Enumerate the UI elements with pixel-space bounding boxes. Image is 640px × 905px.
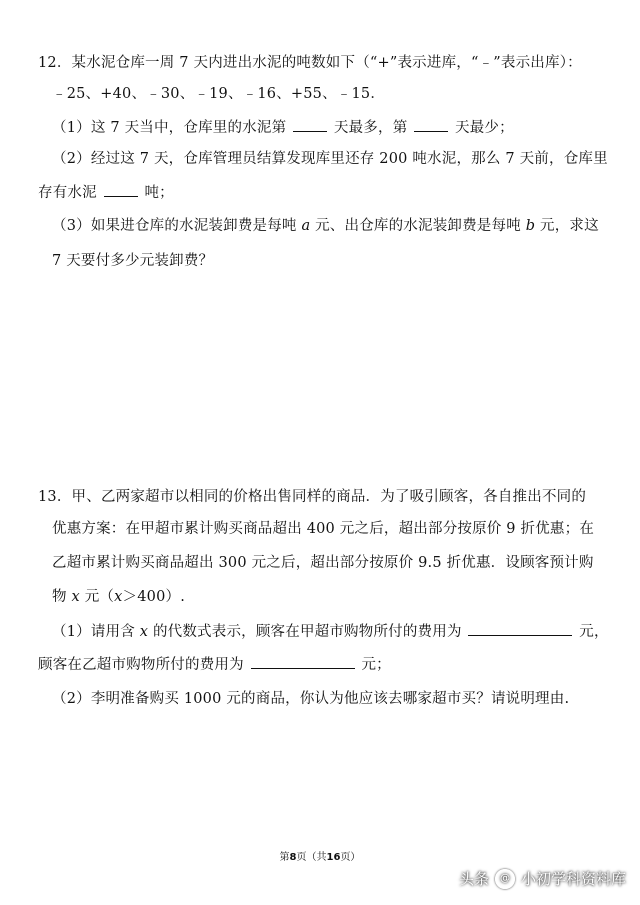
q13-part2	[52, 689, 569, 709]
q12-part3	[52, 216, 599, 236]
q12-part1-text-b: 天最多，第	[333, 120, 408, 136]
q13-stem-4b: 元（	[84, 589, 115, 605]
q12-part1-blank-2[interactable]	[414, 117, 448, 132]
q12-var-b: b	[525, 218, 536, 234]
page-footer	[0, 848, 640, 863]
q12-part1-blank-1[interactable]	[293, 117, 327, 132]
q12-part1-text-a: （1）这 7 天当中，仓库里的水泥第	[52, 120, 287, 136]
footer-prefix: 第	[279, 852, 290, 863]
q12-part2	[52, 149, 608, 169]
q12-part1	[52, 117, 514, 138]
q13-var-x-2: x	[114, 589, 123, 605]
q13-part1-text-c: 元，	[579, 624, 609, 640]
q13-part1-cont	[38, 654, 391, 675]
q12-part3-text-c: 元，求这	[540, 218, 599, 234]
q13-part1-text-e: 元；	[361, 657, 391, 673]
q13-part1-text-a: （1）请用含	[52, 624, 135, 640]
q13-stem-2: 优惠方案：在甲超市累计购买商品超出 400 元之后，超出部分按原价 9 折优惠；在	[52, 521, 595, 537]
q13-line-3	[52, 553, 594, 573]
q13-part2-text: （2）李明准备购买 1000 元的商品，你认为他应该去哪家超市买？请说明理由.	[52, 691, 570, 707]
q12-part2-text: （2）经过这 7 天，仓库管理员结算发现库里还存 200 吨水泥，那么 7 天前，仓库里	[52, 151, 608, 167]
q12-part2-blank[interactable]	[104, 182, 138, 197]
q12-part2-cont	[38, 182, 174, 203]
q13-line-1	[38, 487, 586, 507]
footer-page-number: 8	[289, 852, 297, 863]
q13-line-4	[52, 587, 185, 607]
watermark-brand: 头条	[458, 870, 489, 888]
footer-middle: 页（共	[296, 852, 327, 863]
q13-stem-3: 乙超市累计购买商品超出 300 元之后，超出部分按原价 9.5 折优惠．设顾客预计购	[52, 555, 594, 571]
watermark-account: 小初学科资料库	[520, 870, 626, 888]
q12-part3-text-b: 元、出仓库的水泥装卸费是每吨	[315, 218, 521, 234]
q12-stem: 12．某水泥仓库一周 7 天内进出水泥的吨数如下（“+”表示进库，“﹣”表示出库）：	[38, 55, 582, 71]
q13-part1-blank-1[interactable]	[468, 621, 572, 636]
q13-part1-blank-2[interactable]	[251, 654, 355, 669]
q13-part1	[52, 621, 609, 642]
q12-part3-text-d: 7 天要付多少元装卸费？	[52, 253, 214, 269]
q13-part1-text-d: 顾客在乙超市购物所付的费用为	[38, 657, 244, 673]
q12-part1-text-c: 天最少；	[455, 120, 514, 136]
q12-var-a: a	[301, 218, 311, 234]
q12-line-1	[38, 53, 582, 73]
footer-total-pages: 16	[326, 852, 341, 863]
q13-part1-var-x: x	[139, 624, 149, 640]
q13-stem-4c: ＞400）.	[122, 589, 186, 605]
q12-part3-text-a: （3）如果进仓库的水泥装卸费是每吨	[52, 218, 297, 234]
q12-line-2	[52, 84, 385, 104]
q13-stem-4a: 物	[52, 589, 67, 605]
q12-part2-text-c: 吨；	[144, 185, 174, 201]
footer-suffix: 页）	[340, 852, 361, 863]
q13-line-2	[52, 519, 594, 539]
q13-stem-1: 13．甲、乙两家超市以相同的价格出售同样的商品．为了吸引顾客，各自推出不同的	[38, 489, 587, 505]
q13-part1-text-b: 的代数式表示，顾客在甲超市购物所付的费用为	[152, 624, 462, 640]
watermark	[459, 868, 626, 889]
q13-var-x: x	[71, 589, 80, 605]
q12-data: ﹣25、+40、﹣30、﹣19、﹣16、+55、﹣15．	[52, 86, 386, 102]
q12-part2-text-b: 存有水泥	[38, 185, 97, 201]
at-icon: @	[495, 869, 515, 889]
q12-part3-cont	[52, 251, 213, 271]
